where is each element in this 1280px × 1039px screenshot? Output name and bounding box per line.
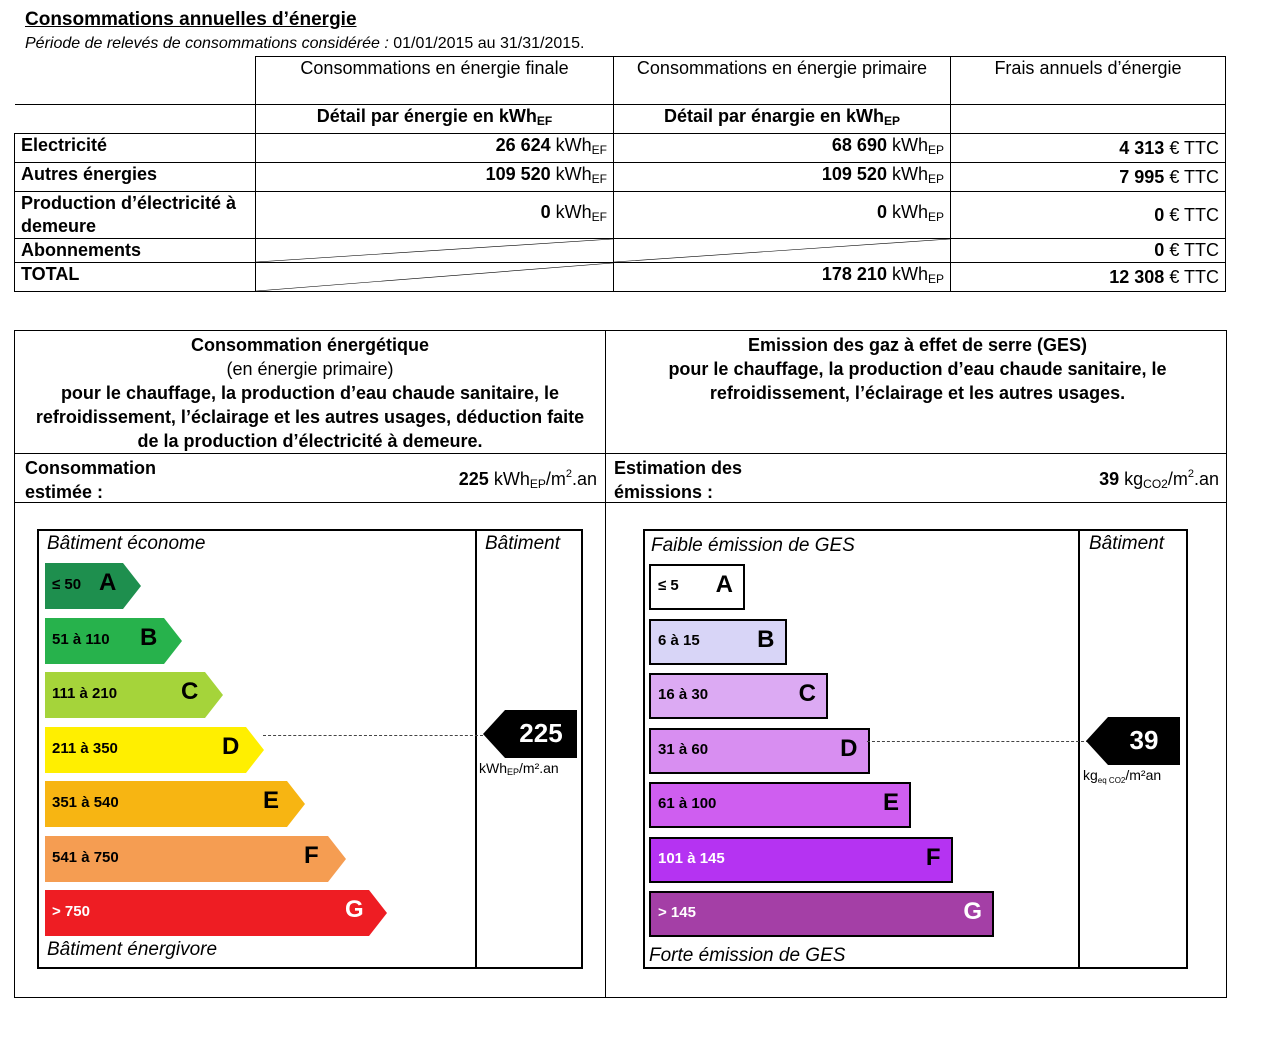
ges-class-b bbox=[649, 619, 787, 665]
col-header-primary: Consommations en énergie primaire bbox=[614, 57, 951, 105]
energy-estimate-label: Consommation estimée : bbox=[25, 458, 157, 502]
detail-ef-header: Détail par énergie en kWh$_{EF}$ bbox=[256, 105, 614, 134]
period-line bbox=[25, 35, 585, 53]
cost-value: 4 313 € TTC bbox=[951, 134, 1226, 163]
table-row-production bbox=[15, 192, 1226, 239]
ges-estimate-label: Estimation des émissions : bbox=[614, 458, 743, 502]
ef-value: 26 624 kWhEF bbox=[256, 134, 614, 163]
ges-class-letter: A bbox=[715, 571, 733, 598]
cost-value: 0 € TTC bbox=[951, 192, 1226, 239]
energy-building-label: Bâtiment bbox=[485, 533, 560, 554]
ef-value: 109 520 kWhEF bbox=[256, 163, 614, 192]
energy-class-letter: C bbox=[181, 678, 199, 705]
energy-class-range: > 750 bbox=[52, 903, 90, 920]
energy-class-range: 541 à 750 bbox=[52, 848, 119, 866]
energy-class-e bbox=[45, 781, 305, 827]
row-label: Production d’électricité à demeure bbox=[15, 192, 256, 239]
ges-class-letter: F bbox=[925, 843, 941, 871]
strike-cell bbox=[256, 263, 614, 292]
period-label: Période de relevés de consommations considérée : bbox=[25, 35, 394, 52]
ges-class-letter: G bbox=[963, 898, 982, 925]
table-row-abonnements bbox=[15, 239, 1226, 263]
col-header-cost: Frais annuels d’énergie bbox=[951, 57, 1226, 105]
empty-cell bbox=[15, 105, 256, 134]
energy-panel-header: Consommation énergétique (en énergie primaire) pour le chauffage, la production d’eau chaude sanitaire, le refroidissement, l’éclairage et les autres usages, déduction faite de la production d’électricité à demeure. bbox=[35, 335, 585, 451]
row-label: Electricité bbox=[15, 134, 256, 163]
energy-class-b bbox=[45, 618, 182, 664]
ges-marker-unit: $kg_{eq CO2}$/m²an bbox=[1083, 767, 1162, 785]
energy-marker: 225 bbox=[483, 710, 577, 758]
row-label: Autres énergies bbox=[15, 163, 256, 192]
energy-class-letter: D bbox=[222, 732, 240, 760]
ges-class-letter: B bbox=[757, 625, 775, 653]
energy-scale-frame bbox=[37, 529, 583, 969]
ges-class-f bbox=[649, 837, 953, 883]
row-label: Abonnements bbox=[15, 239, 256, 263]
row-label: TOTAL bbox=[15, 263, 256, 292]
detail-ep-header: Détail par énargie en kWh$_{EP}$ bbox=[614, 105, 951, 134]
ep-value: 0 kWhEP bbox=[614, 192, 951, 239]
energy-estimate-value: 225 kWhEP/$m^2.an$ bbox=[458, 468, 597, 491]
energy-class-range: 51 à 110 bbox=[52, 630, 110, 648]
energy-marker-unit: kWhEP/m².an bbox=[479, 760, 559, 777]
energy-class-c bbox=[45, 672, 223, 718]
cost-value: 12 308 € TTC bbox=[951, 263, 1226, 292]
energy-top-label: Bâtiment économe bbox=[47, 533, 206, 554]
ges-class-range: 6 à 15 bbox=[658, 631, 700, 649]
ges-class-g bbox=[649, 891, 994, 937]
page-title: Consommations annuelles d’énergie bbox=[25, 9, 357, 30]
ges-class-range: 101 à 145 bbox=[658, 849, 725, 867]
energy-class-range: ≤ 50 bbox=[52, 576, 82, 593]
strike-cell bbox=[256, 239, 614, 263]
empty-cell bbox=[951, 105, 1226, 134]
period-value: 01/01/2015 au 31/31/2015. bbox=[393, 35, 585, 52]
table-row-autres bbox=[15, 163, 1226, 192]
ges-class-letter: C bbox=[798, 680, 816, 707]
ges-marker: 39 bbox=[1086, 717, 1180, 765]
ges-scale-frame bbox=[643, 529, 1188, 969]
ges-bottom-label: Forte émission de GES bbox=[649, 945, 846, 966]
ep-value: 68 690 kWhEP bbox=[614, 134, 951, 163]
energy-class-d bbox=[45, 727, 264, 773]
energy-class-range: 211 à 350 bbox=[52, 739, 118, 757]
ges-class-e bbox=[649, 782, 911, 828]
ep-value: 178 210 kWhEP bbox=[614, 263, 951, 292]
ges-class-range: 31 à 60 bbox=[658, 740, 709, 758]
ges-panel-header: Emission des gaz à effet de serre (GES) pour le chauffage, la production d’eau chaude sanitaire, le refroidissement, l’éclairage et les autres usages. bbox=[668, 335, 1167, 403]
cost-value: 7 995 € TTC bbox=[951, 163, 1226, 192]
ges-class-letter: E bbox=[882, 789, 899, 816]
labels-panel bbox=[14, 330, 1227, 998]
energy-bottom-label: Bâtiment énergivore bbox=[47, 939, 218, 960]
ges-class-range: ≤ 5 bbox=[658, 577, 679, 594]
consumption-table bbox=[14, 56, 1226, 292]
cost-value: 0 € TTC bbox=[951, 239, 1226, 263]
ges-class-range: > 145 bbox=[658, 904, 696, 921]
strike-cell bbox=[614, 239, 951, 263]
col-header-final: Consommations en énergie finale bbox=[256, 57, 614, 105]
ges-class-range: 16 à 30 bbox=[658, 686, 709, 703]
ef-value: 0 kWhEF bbox=[256, 192, 614, 239]
energy-class-letter: A bbox=[99, 569, 117, 596]
table-row-total bbox=[15, 263, 1226, 292]
energy-class-range: 351 à 540 bbox=[52, 794, 119, 811]
ep-value: 109 520 kWhEP bbox=[614, 163, 951, 192]
ges-class-c bbox=[649, 673, 828, 719]
ges-class-letter: D bbox=[840, 734, 858, 762]
table-row-electricite bbox=[15, 134, 1226, 163]
energy-class-a bbox=[45, 563, 141, 609]
ges-class-a bbox=[649, 564, 745, 610]
energy-class-letter: B bbox=[140, 623, 158, 651]
ges-class-d bbox=[649, 728, 870, 774]
ges-top-label: Faible émission de GES bbox=[651, 535, 855, 556]
energy-class-f bbox=[45, 836, 346, 882]
ges-class-range: 61 à 100 bbox=[658, 795, 717, 812]
ges-building-label: Bâtiment bbox=[1089, 533, 1164, 554]
energy-class-g bbox=[45, 890, 387, 936]
energy-class-range: 111 à 210 bbox=[52, 685, 118, 702]
energy-class-letter: G bbox=[345, 896, 364, 923]
energy-class-letter: F bbox=[304, 841, 319, 869]
empty-corner bbox=[15, 57, 256, 105]
energy-class-letter: E bbox=[263, 787, 280, 814]
ges-estimate-value: 39 $kgCO2/m^2.an$ bbox=[1099, 468, 1219, 491]
